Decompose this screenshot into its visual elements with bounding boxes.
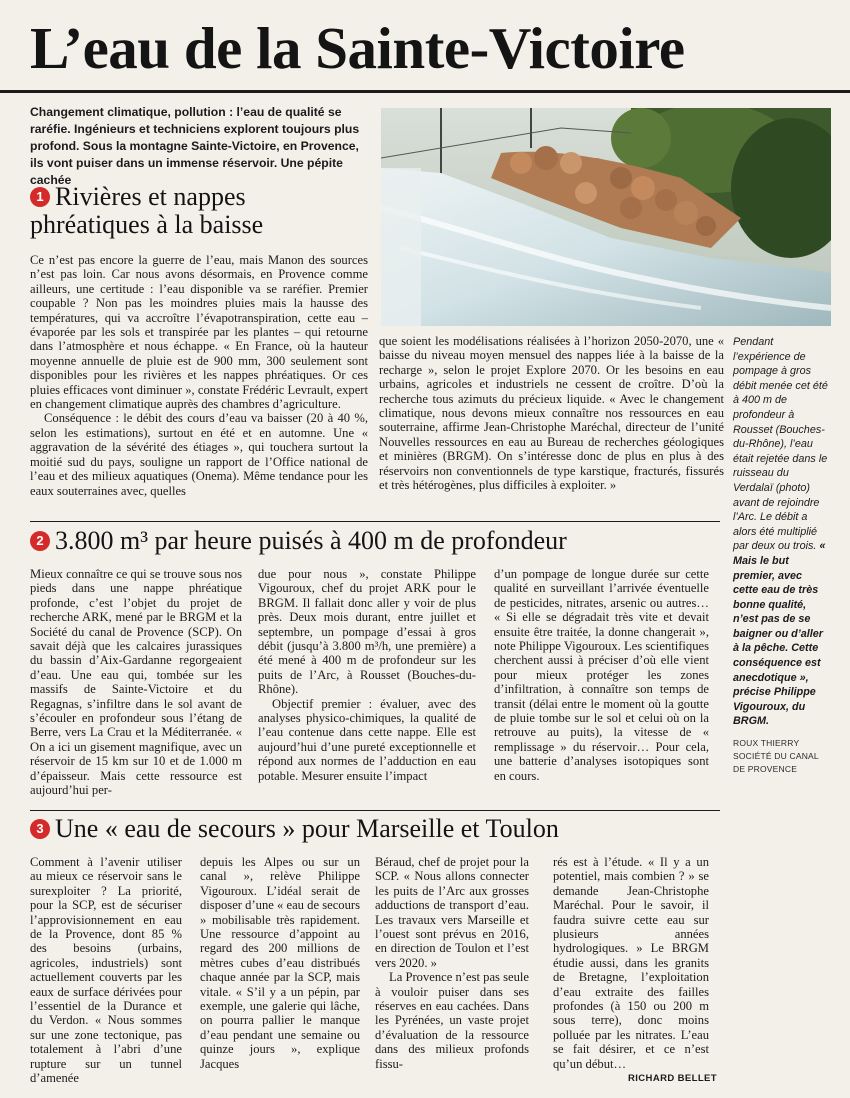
photo-caption (733, 335, 828, 729)
photo-credit (733, 737, 833, 776)
section-2-col2-paragraph-2: Objectif premier : évaluer, avec des analyses physico-chimiques, la qualité de l’eau contenue dans cette nappe. Elle est aujourd’hui d’une pureté exceptionnelle et répond aux normes de l’adduction en eau potable. Mesurer ensuite l’impact (258, 696, 476, 783)
section-2-title (30, 527, 567, 555)
section-3-column-4 (553, 855, 709, 1071)
section-2-column-3 (494, 567, 709, 803)
section-3-col1-paragraph-1: Comment à l’avenir utiliser au mieux ce réservoir sans le surexploiter ? La priorité, pour la SCP, est de sécuriser l’approvisionnement en eau de la Provence, dont 85 % des besoins (urbains, agricoles, industriels) sont actuellement couverts par les eaux de surface dérivées pour l’essentiel de la Durance et du Verdon. « Nous sommes sur une zone tectonique, pas totalement à l’abri d’une rupture sur un tunnel d’amenée (30, 855, 182, 1086)
section-3-col3-paragraph-2: La Provence n’est pas seule à vouloir puiser dans ses réserves en eau cachées. Dans les Pyrénées, un vaste projet d’évaluation de la ressource dans des milieux profonds fissu- (375, 970, 529, 1071)
section-2-col1-paragraph-1: Mieux connaître ce qui se trouve sous nos pieds dans une nappe phréatique profonde, c’est l’objet du projet de recherche ARK, mené par le BRGM et la Société du canal de Provence (SCP). On savait déjà que les calcaires jurassiques du bassin d’Aix-Gardanne regorgeaient d’eau. Une eau qui, tombée sur les massifs de Sainte-Victoire et du Regagnas, s’infiltre dans le sol avant de s’écouler en profondeur sous l’étang de Berre, vers La Crau et la Méditerranée. « On a ici un gisement magnifique, avec un réservoir de 15 km sur 10 et de 1.000 m d’épaisseur. Mais cette ressource est aujourd’hui per- (30, 567, 242, 798)
section-1-col1-paragraph-1: Ce n’est pas encore la guerre de l’eau, mais Manon des sources n’est pas loin. Car nous avons désormais, en Provence comme ailleurs, une certitude : l’eau disponible va se raréfier. Premier coupable ? Non pas les moindres pluies mais la hausse des températures, qui va accroître l’évapotranspiration, cette eau – évaporée par les sols et transpirée par les plantes – qui retourne dans l’atmosphère et nous échappe. « En France, où la hauteur moyenne annuelle de pluie est de 900 mm, 300 seulement sont disponibles pour les rivières et les nappes phréatiques. Or ces pluies efficaces vont diminuer », constate Frédéric Levrault, expert en changement climatique auprès des chambres d’agriculture. (30, 253, 368, 412)
section-3-number: 3 (30, 819, 50, 839)
author-signature: RICHARD BELLET (628, 1073, 717, 1084)
section-3-column-3 (375, 855, 529, 1087)
section-1-column-1 (30, 253, 368, 511)
photo-caption-quote: « Mais le but premier, avec cette eau de très bonne qualité, n’est pas de se baigner ou d’aller à la pêche. Cette conséquence est anecdotique », précise Philippe Vigouroux, du BRGM. (733, 540, 826, 728)
waterfall-photo (381, 108, 831, 326)
section-1-col1-paragraph-2: Conséquence : le débit des cours d’eau va baisser (20 à 40 %, selon les estimations), surtout en été et en automne. Une « aggravation de la sévérité des étiages », qui touchera surtout la moitié sud du pays, souligne un rapport de l’Office national de l’eau et des milieux aquatiques (Onema). Même tendance pour les eaux souterraines avec, quelles (30, 411, 368, 498)
section-1-title (30, 183, 263, 239)
section-2-col3-paragraph-1: d’un pompage de longue durée sur cette qualité en surveillant l’arrivée éventuelle de pesticides, nitrates, arsenic ou autres… « Si elle se dégradait très vite et devait ensuite être traitée, la donne changerait », note Philippe Vigouroux. Les scientifiques cherchent aussi à préciser d’où elle vient pour mieux protéger les zones d’infiltration, à connaître son temps de transit (délai entre le moment où la goutte de pluie tombe sur le sol et celui où on la retrouve au puits), la vitesse de « remplissage » du réservoir… Pour cela, une batterie d’analyses isotopiques sont en cours. (494, 567, 709, 783)
photo-credit-line1: ROUX THIERRY (733, 738, 800, 748)
section-1-title-line1: Rivières et nappes (55, 182, 246, 211)
section-1-col2-paragraph-1: que soient les modélisations réalisées à l’horizon 2050-2070, une « baisse du niveau moyen mensuel des nappes liée à la baisse de la recharge », selon le projet Explore 2070. Or les besoins en eau urbains, agricoles et industriels ne cessent de croître. D’où la recherche tous azimuts du précieux liquide. « Avec le changement climatique, nous devons mieux connaître nos ressources en eau souterraine, affirme Jean-Christophe Maréchal, directeur de l’unité Nouvelles ressources en eau au Bureau de recherches géologiques et minières (BRGM). On s’intéresse donc de plus en plus à des réservoirs non conventionnels de type karstique, fracturés, fissurés et très hétérogènes, plus difficiles à exploiter. » (379, 334, 724, 493)
section-2-title-line1: 3.800 m³ par heure puisés à 400 m de profondeur (55, 526, 567, 555)
article-headline: L’eau de la Sainte-Victoire (30, 15, 685, 81)
section-3-rule (30, 810, 720, 811)
section-3-title (30, 815, 559, 843)
section-2-rule (30, 521, 720, 522)
section-1-title-line2: phréatiques à la baisse (30, 210, 264, 239)
headline-rule (0, 90, 850, 93)
section-3-column-1 (30, 855, 182, 1087)
section-3-col3-paragraph-1: Béraud, chef de projet pour la SCP. « Nous allons connecter les puits de l’Arc aux grosses adductions de transport d’eau. Les travaux vers Marseille et l’ouest sont prévus en 2016, en direction de Toulon et l’est vers 2020. » (375, 855, 529, 970)
section-3-col2-paragraph-1: depuis les Alpes ou sur un canal », relève Philippe Vigouroux. L’idéal serait de disposer d’une « eau de secours » mobilisable très rapidement. Une ressource d’appoint au regard des 200 millions de mètres cubes d’eau distribués chaque année par la SCP, mais vitale. « S’il y a un pépin, par exemple, une galerie qui lâche, on pourra pallier le manque d’eau pendant une semaine ou quinze jours », explique Jacques (200, 855, 360, 1071)
section-3-col4-paragraph-1: rés est à l’étude. « Il y a un potentiel, mais combien ? » se demande Jean-Christophe Maréchal. Pour le savoir, il faudra suivre cette eau sur plusieurs années hydrologiques. » Le BRGM étudie aussi, dans les granits de Bretagne, l’exploitation d’eau extraite des failles profondes (à 150 ou 200 m sous terre), donc moins polluée par les nitrates. L’eau se fait désirer, et ce n’est qu’un début… (553, 855, 709, 1071)
section-1-column-2 (379, 334, 724, 512)
section-1-number: 1 (30, 187, 50, 207)
section-3-column-2 (200, 855, 360, 1087)
article-lede: Changement climatique, pollution : l’eau de qualité se raréfie. Ingénieurs et techniciens explorent toujours plus profond. Sous la montagne Sainte-Victoire, en Provence, ils vont puiser dans un immense réservoir. Une pépite cachée (30, 105, 360, 187)
section-2-number: 2 (30, 531, 50, 551)
section-2-column-2 (258, 567, 476, 803)
photo-credit-line2: SOCIÉTÉ DU CANAL DE PROVENCE (733, 751, 819, 774)
photo-caption-text: Pendant l’expérience de pompage à gros débit menée cet été à 400 m de profondeur à Rousset (Bouches-du-Rhône), l’eau était rejetée dans le ruisseau du Verdalaï (photo) avant de rejoindre l’Arc. Le débit a alors été multiplié par deux ou trois. (733, 336, 828, 553)
section-2-col2-paragraph-1: due pour nous », constate Philippe Vigouroux, chef du projet ARK pour le BRGM. Il fallait donc aller y voir de plus près. Deux mois durant, entre juillet et septembre, un pompage d’essai à gros débit (jusqu’à 3.800 m³/h, une première) a été mené à 400 m de profondeur sur les puits de l’Arc, à Rousset (Bouches-du-Rhône). (258, 567, 476, 697)
section-3-title-line1: Une « eau de secours » pour Marseille et Toulon (55, 814, 559, 843)
section-2-column-1 (30, 567, 242, 803)
